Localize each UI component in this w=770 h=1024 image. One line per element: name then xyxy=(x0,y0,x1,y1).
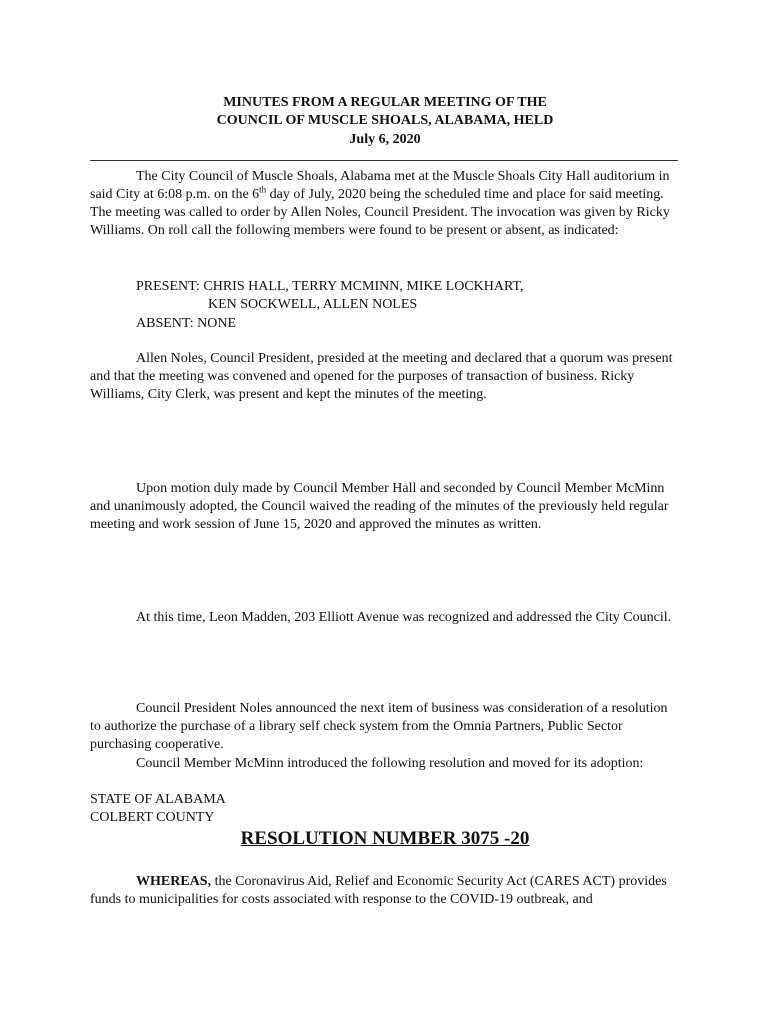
present-members-line1: PRESENT: CHRIS HALL, TERRY MCMINN, MIKE LOCKHART, xyxy=(136,279,524,294)
introduction-paragraph: Council Member McMinn introduced the following resolution and moved for its adoption: xyxy=(136,756,644,771)
minutes-title-line2: COUNCIL OF MUSCLE SHOALS, ALABAMA, HELD xyxy=(216,113,554,128)
intro-text-part2: day of July, 2020 being the scheduled time and place for said meeting. The meeting was called to order by Allen Noles, Council President. The invocation was given by Ricky Williams. On roll call the following members were found to be present or absent, as indicated: xyxy=(90,187,670,238)
minutes-title-line1: MINUTES FROM A REGULAR MEETING OF THE xyxy=(223,95,547,110)
recognition-paragraph: At this time, Leon Madden, 203 Elliott Avenue was recognized and addressed the City Council. xyxy=(136,610,672,625)
whereas-paragraph xyxy=(90,873,680,909)
header-divider xyxy=(90,160,678,161)
resolution-title: RESOLUTION NUMBER 3075 -20 xyxy=(240,828,530,849)
intro-text-part1: The City Council of Muscle Shoals, Alabama met at the Muscle Shoals City Hall auditorium in said City at 6:08 p.m. on the 6 xyxy=(90,169,670,202)
absent-members: ABSENT: NONE xyxy=(136,316,237,331)
present-members-line2: KEN SOCKWELL, ALLEN NOLES xyxy=(208,297,418,312)
intro-paragraph xyxy=(90,168,680,240)
quorum-paragraph: Allen Noles, Council President, presided at the meeting and declared that a quorum was present and that the meeting was convened and opened for the purposes of transaction of business. Ricky Williams, City Clerk, was present and kept the minutes of the meeting. xyxy=(90,351,673,402)
county-line: COLBERT COUNTY xyxy=(90,810,215,825)
whereas-text: the Coronavirus Aid, Relief and Economic Security Act (CARES ACT) provides funds to municipalities for costs associated with response to the COVID-19 outbreak, and xyxy=(90,874,667,907)
minutes-approval-paragraph: Upon motion duly made by Council Member Hall and seconded by Council Member McMinn and unanimously adopted, the Council waived the reading of the minutes of the previously held regular meeting and work session of June 15, 2020 and approved the minutes as written. xyxy=(90,481,669,532)
state-line: STATE OF ALABAMA xyxy=(90,792,226,807)
whereas-label: WHEREAS, xyxy=(136,874,212,889)
meeting-date: July 6, 2020 xyxy=(349,132,421,147)
ordinal-suffix: th xyxy=(259,184,267,195)
library-paragraph: Council President Noles announced the next item of business was consideration of a resolution to authorize the purchase of a library self check system from the Omnia Partners, Public Sector purchasing cooperative. xyxy=(90,701,668,752)
